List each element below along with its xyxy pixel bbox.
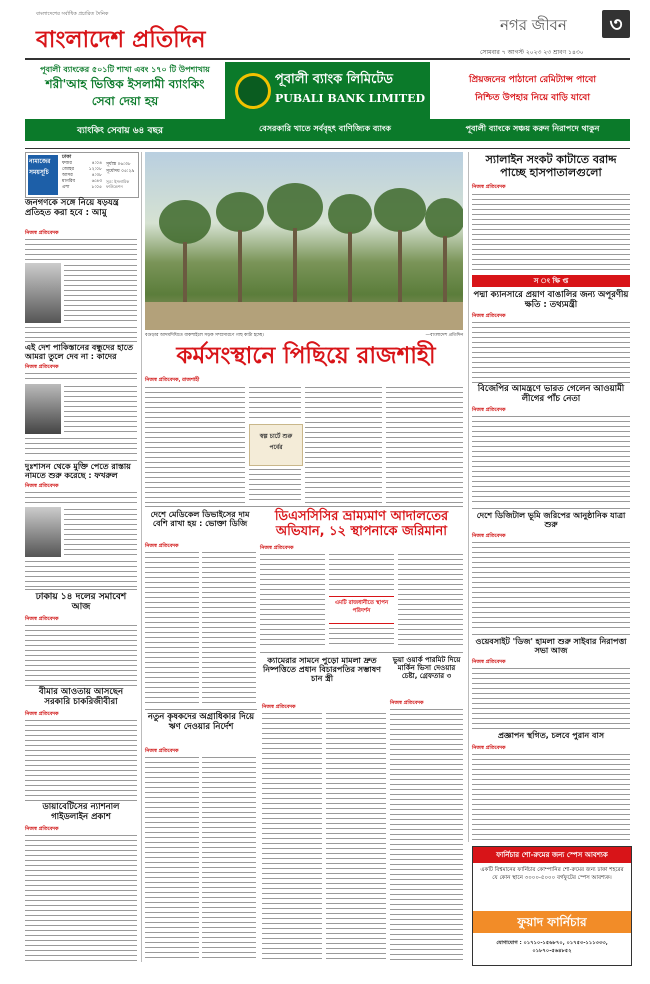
digital-body: [472, 540, 630, 632]
masthead-logo: বাংলাদেশ প্রতিদিন: [36, 27, 206, 53]
right-col-rule: [468, 152, 469, 842]
masthead: [0, 0, 650, 62]
dscc-headline: ডিএসসিসির ভ্রাম্যমাণ আদালতের অভিযান, ১২ স্থাপনাকে জরিমানা: [274, 509, 449, 539]
ad-left-line3: সেবা দেয়া হয়: [91, 94, 159, 108]
amu-body-2: [64, 263, 137, 323]
padma-body: [472, 320, 630, 380]
kader-byline: নিজস্ব প্রতিবেদক: [25, 364, 59, 370]
sunrise-label: সূর্যোদয় ০৫:২৯: [106, 169, 135, 174]
digital-headline: দেশে ডিজিটাল ভূমি জরিপের আনুষ্ঠানিক যাত্রা শুরু: [476, 511, 626, 530]
prayer-rows: [62, 161, 102, 191]
diabetes-headline: ডায়াবেটিসের ন্যাশনাল গাইডলাইন প্রকাশ: [42, 802, 120, 822]
kader-body-3: [25, 436, 137, 458]
prayer-row: আসর ৪:৩৮: [62, 173, 102, 178]
saline-byline: নিজস্ব প্রতিবেদক: [472, 184, 506, 190]
ad-bottom-right: পূবালী ব্যাংকে সঞ্চয় করুন নিরাপদে থাকুন: [465, 124, 600, 133]
fakhrul-headline: দুঃশাসন থেকে মুক্তি পেতে রাস্তায় নামতে শুরু করেছে : ফখরুল: [25, 462, 131, 481]
bima-body: [25, 718, 137, 798]
left-col-rule: [141, 152, 142, 962]
ad-right-line1: প্রিয়জনের পাঠানো রেমিট্যান্স পাবো: [468, 75, 597, 85]
fakhrul-body-2: [64, 507, 137, 557]
dscc-box-label: এমটি রাজধানীতে স্থাপন পরিদর্শন: [334, 600, 389, 614]
date-line: সোমবার ৭ আগস্ট ২০২৩ ২৩ শ্রাবণ ১৪৩০: [480, 49, 584, 56]
mexico-byline: নিজস্ব প্রতিবেদক: [145, 543, 179, 549]
dscc-box: [329, 596, 394, 624]
lead-box-label: স্বল্প চার্টে শুরু পর্বের: [259, 433, 293, 451]
website-headline: ওয়েবসাইট 'ডিজ' হামলা শুরু সাইবার নিরাপত্তা সভা আজ: [475, 637, 627, 656]
prayer-title: নামাজের সময়সূচি: [28, 155, 58, 195]
saline-headline: স্যালাইন সংকট কাটাতে বরাদ্দ পাচ্ছে হাসপাতালগুলো: [485, 153, 617, 179]
chief-body: [262, 711, 322, 961]
fakhrul-byline: নিজস্ব প্রতিবেদক: [25, 483, 59, 489]
ad-rule: [25, 148, 630, 149]
prayer-note: সূত্র: ইসলামিক ফাউন্ডেশন: [106, 179, 130, 189]
amu-headline: জনগণকে সঙ্গে নিয়ে ষড়যন্ত্র প্রতিহত করা হবে : আমু: [25, 198, 119, 218]
lead-body-col2b: [249, 467, 301, 503]
mexico-headline: দেশে মেডিকেল ডিভাইসের দাম বেশি রাখা হয় : ভোক্তা ডিজি: [150, 510, 250, 529]
fakhrul-photo: [25, 507, 61, 557]
visa-headline: ভুয়া ওয়ার্ক পারমিট দিয়ে মার্কিন ভিসা দেওয়ার চেষ্টা, গ্রেফতার ৩: [392, 656, 461, 681]
ad-left-line1: পূবালী ব্যাংকের ৫০১টি শাখা এবং ১৭০ টি উপশাখায়: [40, 65, 210, 74]
bima-byline: নিজস্ব প্রতিবেদক: [25, 711, 59, 717]
chief-byline: নিজস্ব প্রতিবেদক: [262, 704, 296, 710]
prayer-box: [25, 152, 139, 198]
amu-body-3: [25, 325, 137, 339]
prayer-row: এশা ৮:০৫: [62, 185, 102, 190]
sunset-label: সূর্যাস্ত ০৬:৩৮: [106, 162, 131, 167]
bima-headline: বীমার আওতায় আসছেন সরকারি চাকরিজীবীরা: [38, 687, 124, 707]
series-banner: স ং ক্ষি প্ত: [472, 275, 630, 287]
dhaka14-body: [25, 623, 137, 683]
lead-headline: কর্মসংস্থানে পিছিয়ে রাজশাহী: [176, 343, 436, 369]
lead-body-col3: [305, 385, 382, 503]
lead-box: [249, 424, 303, 466]
lead-body-col2: [249, 385, 301, 421]
bank-logo-block: [225, 62, 430, 119]
dscc-body-2b: [329, 626, 394, 648]
furniture-ad-body: একটি বিশ্বমানের ফার্নিচার কোম্পানির শো-রুমের জন্য ঢাকা শহরের যে কোন স্থানে ৩০০০-৫০০০ বর্গফুটের স্পেস আবশ্যক।: [480, 867, 624, 881]
bjp-body: [472, 414, 630, 506]
photo-credit: —বাংলাদেশ প্রতিদিন: [425, 333, 463, 338]
bank-name-bn: পূবালী ব্যাংক লিমিটেড: [275, 72, 393, 87]
ad-bottom-left: ব্যাংকিং সেবায় ৬৪ বছর: [77, 126, 163, 136]
bjp-headline: বিজেপির আমন্ত্রণে ভারত গেলেন আওয়ামী লীগের পাঁচ নেতা: [477, 384, 625, 404]
mexico-body-2: [202, 550, 256, 706]
fakhrul-body: [25, 490, 137, 506]
farmers-body-2: [202, 755, 256, 961]
amu-byline: নিজস্ব প্রতিবেদক: [25, 230, 59, 236]
ad-right-line2: নিশ্চিত উপহার নিয়ে বাড়ি যাবো: [475, 93, 590, 103]
photo-caption: বগুড়ার আদমদিঘিতে বাকশাইলে সড়ক সম্প্রসারণে গাছ কাটা হচ্ছে।: [145, 333, 264, 338]
bank-ad: [25, 62, 630, 146]
chief-body-2: [326, 711, 386, 961]
bank-name-en: PUBALI BANK LIMITED: [275, 92, 425, 105]
prayer-city: ঢাকা: [62, 154, 72, 160]
page-number: ৩: [602, 10, 630, 38]
lead-body-col1: [145, 385, 245, 503]
website-byline: নিজস্ব প্রতিবেদক: [472, 659, 506, 665]
farmers-headline: নতুন কৃষকদের অগ্রাধিকার দিয়ে ঋণ দেওয়ার নির্দেশ: [147, 712, 255, 732]
digital-byline: নিজস্ব প্রতিবেদক: [472, 533, 506, 539]
bjp-byline: নিজস্ব প্রতিবেদক: [472, 407, 506, 413]
padma-byline: নিজস্ব প্রতিবেদক: [472, 313, 506, 319]
dhaka14-byline: নিজস্ব প্রতিবেদক: [25, 616, 59, 622]
prayer-row: ফজর ৪:০৪: [62, 161, 102, 166]
kader-headline: এই দেশ পাকিস্তানের বন্ধুদের হাতে আমরা তুলে দেব না : কাদের: [25, 343, 134, 362]
kader-body-2: [64, 384, 137, 434]
furniture-ad-contact: যোগাযোগ : ০১৭১০-১৫৬৮৭০, ০১৭৫৩-১১১৩৩৩, ০১৮৭০-৫৬৪৮৫২: [496, 940, 608, 954]
furniture-ad-brand: ফুয়াদ ফার্নিচার: [473, 911, 631, 933]
website-body: [472, 666, 630, 726]
lead-body-col4: [386, 385, 463, 503]
dscc-body-1: [260, 552, 325, 648]
kader-photo: [25, 384, 61, 434]
fakhrul-body-3: [25, 559, 137, 587]
ad-left-line2: শরী'আহ ভিত্তিক ইসলামী ব্যাংকিং: [45, 77, 205, 91]
farmers-body-1: [145, 755, 199, 961]
amu-photo: [25, 263, 61, 323]
diabetes-body: [25, 833, 137, 961]
amu-body: [25, 237, 137, 261]
ad-bottom-mid: বেসরকারি খাতে সর্ববৃহৎ বাণিজ্যিক ব্যাংক: [259, 124, 391, 133]
padma-headline: পদ্মা ক্যানসারে প্রয়াণ বাঙালির জন্য অপূরণীয় ক্ষতি : তথ্যমন্ত্রী: [473, 290, 629, 310]
mexico-body-1: [145, 550, 199, 706]
prayer-row: মাগরিব ৬:৪৩: [62, 179, 102, 184]
visa-body: [390, 707, 463, 961]
dscc-byline: নিজস্ব প্রতিবেদক: [260, 545, 294, 551]
section-label: নগর জীবন: [500, 16, 567, 34]
lead-byline: নিজস্ব প্রতিবেদক, রাজশাহী: [145, 377, 200, 383]
furniture-ad-title: ফার্নিচার শো-রুমের জন্য স্পেস আবশ্যক: [473, 847, 631, 863]
farmers-byline: নিজস্ব প্রতিবেদক: [145, 748, 179, 754]
visa-byline: নিজস্ব প্রতিবেদক: [390, 700, 424, 706]
trees-illustration: [145, 152, 463, 330]
relief-headline: প্রজ্ঞাপন স্থগিত, চলবে পুরান বাস: [497, 731, 605, 740]
dscc-body-2: [329, 552, 394, 592]
trees-photo: [145, 152, 463, 330]
chief-headline: ক্যামেরার সামনে পুড়ো মামলা দ্রুত নিষ্পত্তিতে প্রধান বিচারপতির সম্ভাষণ চান স্ত্রী: [263, 656, 381, 684]
prayer-row: জোহর ১২:০৮: [62, 167, 102, 172]
ad-bottom-strip: [25, 119, 630, 141]
relief-byline: নিজস্ব প্রতিবেদক: [472, 745, 506, 751]
dscc-body-3: [398, 552, 463, 648]
relief-body: [472, 752, 630, 840]
furniture-ad: [472, 846, 632, 966]
diabetes-byline: নিজস্ব প্রতিবেদক: [25, 826, 59, 832]
masthead-rule: [25, 58, 630, 60]
masthead-tagline: বাংলাদেশের সর্বাধিক প্রচারিত দৈনিক: [36, 11, 109, 17]
dhaka14-headline: ঢাকায় ১৪ দলের সমাবেশ আজ: [35, 592, 127, 613]
saline-body: [472, 192, 630, 272]
kader-body: [25, 371, 137, 383]
bank-emblem-icon: [235, 73, 271, 109]
